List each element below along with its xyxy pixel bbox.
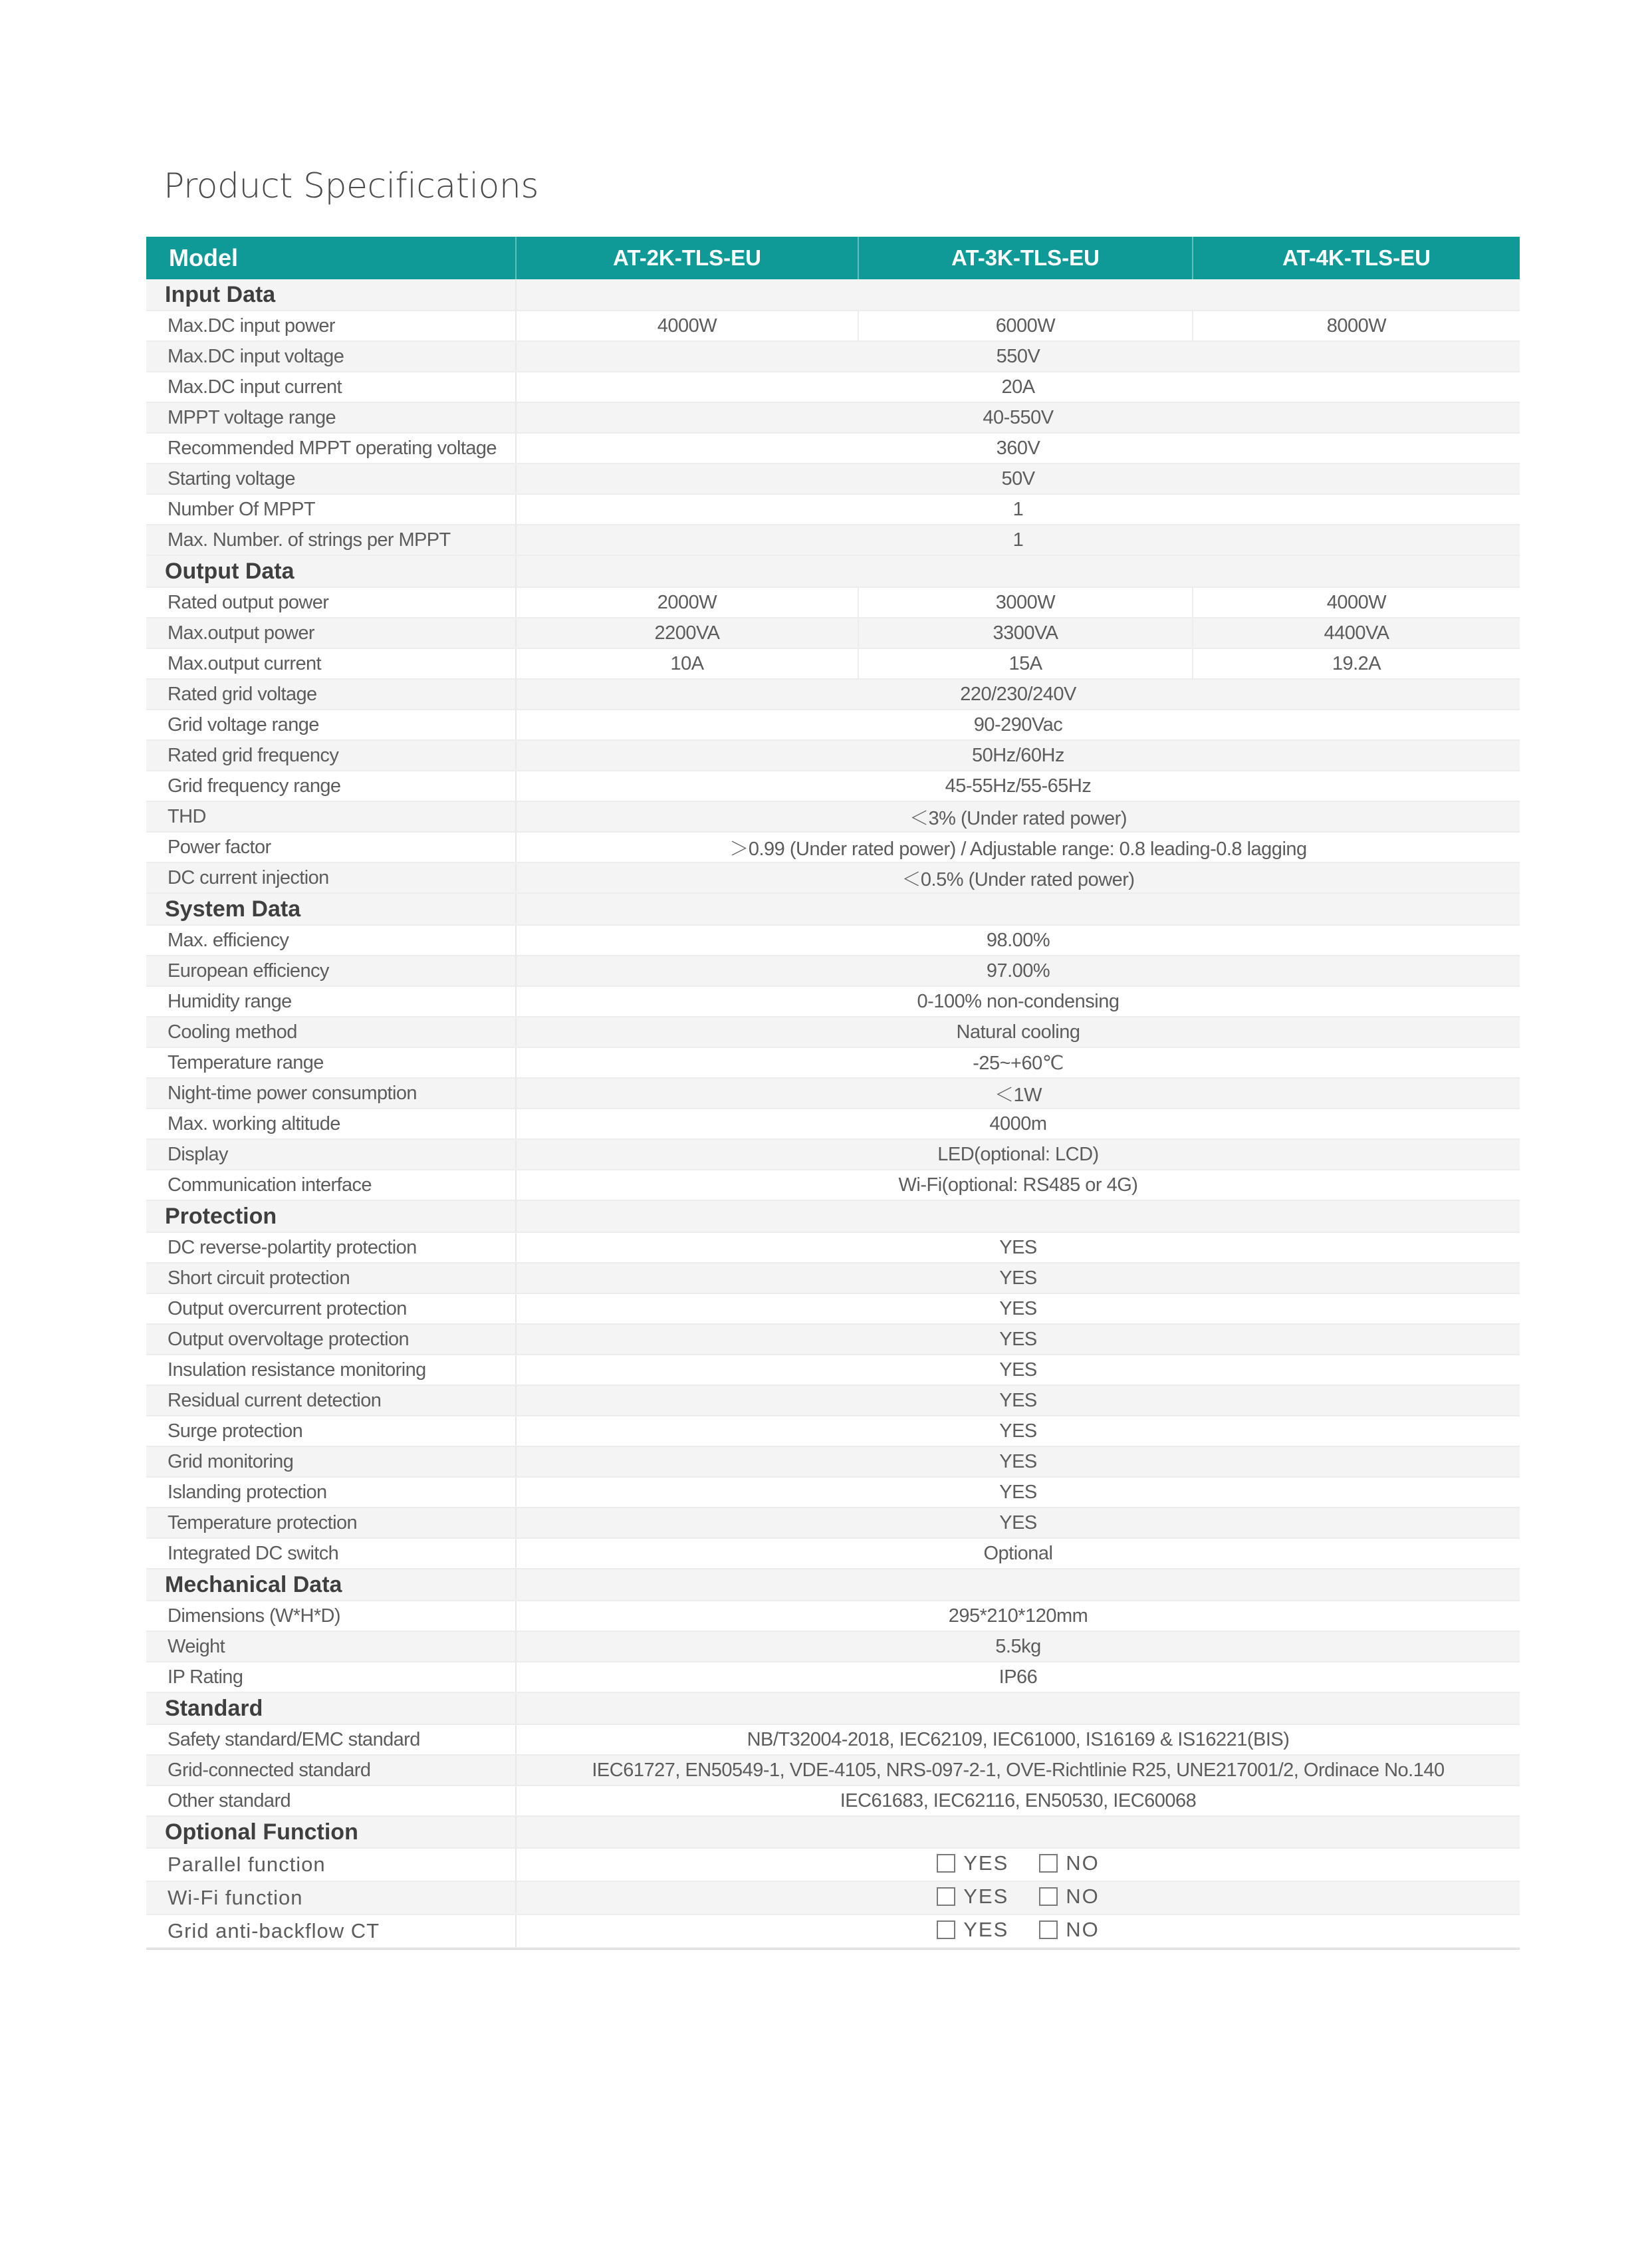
spec-label: Recommended MPPT operating voltage — [146, 433, 516, 463]
spec-value: 4000m — [516, 1109, 1520, 1139]
spec-value: 19.2A — [1193, 648, 1520, 679]
spec-value: YES — [516, 1416, 1520, 1446]
spec-value: 0-100% non-condensing — [516, 986, 1520, 1017]
table-bottom-rule — [146, 1948, 1520, 1950]
spec-value: 4400VA — [1193, 618, 1520, 648]
spec-row — [146, 1631, 1520, 1662]
spec-row — [146, 1355, 1520, 1385]
spec-label: THD — [146, 801, 516, 832]
yes-checkbox[interactable] — [937, 1854, 955, 1873]
spec-label: MPPT voltage range — [146, 402, 516, 433]
spec-label: Rated grid voltage — [146, 679, 516, 710]
spec-row — [146, 1477, 1520, 1508]
spec-value: YES — [516, 1355, 1520, 1385]
spec-row — [146, 463, 1520, 494]
option-choices — [516, 1881, 1520, 1915]
spec-row — [146, 1139, 1520, 1170]
option-choices — [516, 1848, 1520, 1881]
spec-value: Wi-Fi(optional: RS485 or 4G) — [516, 1170, 1520, 1200]
section-title: Protection — [146, 1200, 516, 1232]
spec-row — [146, 433, 1520, 463]
no-label: NO — [1066, 1851, 1100, 1875]
section-title: Mechanical Data — [146, 1569, 516, 1601]
spec-label: Weight — [146, 1631, 516, 1662]
spec-row — [146, 1324, 1520, 1355]
spec-row — [146, 679, 1520, 710]
spec-row — [146, 1263, 1520, 1293]
section-spacer — [516, 1692, 1520, 1724]
spec-value: 2200VA — [516, 618, 858, 648]
spec-label: Max.output current — [146, 648, 516, 679]
spec-row — [146, 1047, 1520, 1078]
spec-label: Rated grid frequency — [146, 740, 516, 771]
spec-label: Grid frequency range — [146, 771, 516, 801]
section-title: Standard — [146, 1692, 516, 1724]
spec-value: 97.00% — [516, 956, 1520, 986]
yes-checkbox[interactable] — [937, 1887, 955, 1906]
spec-value: 3300VA — [858, 618, 1193, 648]
spec-row — [146, 1785, 1520, 1816]
no-checkbox[interactable] — [1039, 1854, 1058, 1873]
spec-value: YES — [516, 1263, 1520, 1293]
spec-row — [146, 801, 1520, 832]
spec-value: 4000W — [1193, 587, 1520, 618]
spec-value: YES — [516, 1293, 1520, 1324]
spec-row — [146, 1508, 1520, 1538]
section-header-system-data — [146, 893, 1520, 925]
spec-row — [146, 1109, 1520, 1139]
no-label: NO — [1066, 1885, 1100, 1908]
spec-label: Output overvoltage protection — [146, 1324, 516, 1355]
spec-row — [146, 525, 1520, 555]
section-header-protection — [146, 1200, 1520, 1232]
spec-row — [146, 1416, 1520, 1446]
spec-row — [146, 618, 1520, 648]
spec-value: 2000W — [516, 587, 858, 618]
spec-label: Night-time power consumption — [146, 1078, 516, 1109]
no-checkbox[interactable] — [1039, 1920, 1058, 1939]
spec-row — [146, 372, 1520, 402]
spec-value: ＜1W — [516, 1078, 1520, 1109]
spec-label: Rated output power — [146, 587, 516, 618]
section-header-mechanical-data — [146, 1569, 1520, 1601]
spec-label: Humidity range — [146, 986, 516, 1017]
spec-value: ＜3% (Under rated power) — [516, 801, 1520, 832]
section-header-standard — [146, 1692, 1520, 1724]
spec-value: Optional — [516, 1538, 1520, 1569]
spec-label: DC current injection — [146, 862, 516, 893]
spec-value: YES — [516, 1477, 1520, 1508]
spec-row — [146, 341, 1520, 372]
spec-label: European efficiency — [146, 956, 516, 986]
spec-label: Integrated DC switch — [146, 1538, 516, 1569]
spec-label: IP Rating — [146, 1662, 516, 1692]
section-spacer — [516, 555, 1520, 587]
no-checkbox[interactable] — [1039, 1887, 1058, 1906]
spec-label: Max. working altitude — [146, 1109, 516, 1139]
spec-value: ＜0.5% (Under rated power) — [516, 862, 1520, 893]
option-label: Wi-Fi function — [146, 1881, 516, 1915]
spec-row — [146, 771, 1520, 801]
spec-label: Output overcurrent protection — [146, 1293, 516, 1324]
spec-value: 5.5kg — [516, 1631, 1520, 1662]
page-title: Product Specifications — [164, 166, 538, 206]
spec-label: Other standard — [146, 1785, 516, 1816]
spec-value: 4000W — [516, 311, 858, 341]
spec-row — [146, 1662, 1520, 1692]
spec-label: Short circuit protection — [146, 1263, 516, 1293]
option-choices — [516, 1915, 1520, 1948]
spec-label: Max. Number. of strings per MPPT — [146, 525, 516, 555]
spec-value: 1 — [516, 525, 1520, 555]
spec-value: 6000W — [858, 311, 1193, 341]
spec-row — [146, 925, 1520, 956]
spec-label: Max.DC input power — [146, 311, 516, 341]
yes-checkbox[interactable] — [937, 1920, 955, 1939]
spec-label: Display — [146, 1139, 516, 1170]
yes-label: YES — [963, 1885, 1009, 1908]
spec-label: Power factor — [146, 832, 516, 862]
spec-row — [146, 1293, 1520, 1324]
spec-row — [146, 832, 1520, 862]
yes-no-choice — [937, 1885, 1100, 1909]
spec-row — [146, 1601, 1520, 1631]
yes-label: YES — [963, 1918, 1009, 1941]
spec-label: Max.DC input voltage — [146, 341, 516, 372]
spec-row — [146, 311, 1520, 341]
spec-row — [146, 1232, 1520, 1263]
spec-value: 3000W — [858, 587, 1193, 618]
header-row — [146, 237, 1520, 279]
spec-row — [146, 740, 1520, 771]
section-spacer — [516, 1569, 1520, 1601]
spec-row — [146, 1170, 1520, 1200]
spec-value: Natural cooling — [516, 1017, 1520, 1047]
spec-value: ＞0.99 (Under rated power) / Adjustable range: 0.8 leading-0.8 lagging — [516, 832, 1520, 862]
option-label: Parallel function — [146, 1848, 516, 1881]
spec-row — [146, 1078, 1520, 1109]
spec-value: 45-55Hz/55-65Hz — [516, 771, 1520, 801]
section-spacer — [516, 893, 1520, 925]
spec-label: Max.DC input current — [146, 372, 516, 402]
spec-value: IEC61683, IEC62116, EN50530, IEC60068 — [516, 1785, 1520, 1816]
spec-value: YES — [516, 1232, 1520, 1263]
spec-value: NB/T32004-2018, IEC62109, IEC61000, IS16169 & IS16221(BIS) — [516, 1724, 1520, 1755]
spec-label: Max. efficiency — [146, 925, 516, 956]
yes-no-choice — [937, 1918, 1100, 1942]
spec-label: Surge protection — [146, 1416, 516, 1446]
spec-row — [146, 1017, 1520, 1047]
model-column-header: AT-4K-TLS-EU — [1193, 237, 1520, 279]
spec-label: Cooling method — [146, 1017, 516, 1047]
model-column-header: AT-2K-TLS-EU — [516, 237, 858, 279]
spec-value: 550V — [516, 341, 1520, 372]
spec-value: YES — [516, 1385, 1520, 1416]
spec-value: -25~+60℃ — [516, 1047, 1520, 1078]
spec-label: Temperature protection — [146, 1508, 516, 1538]
spec-row — [146, 402, 1520, 433]
spec-row — [146, 587, 1520, 618]
optional-row — [146, 1848, 1520, 1881]
spec-value: LED(optional: LCD) — [516, 1139, 1520, 1170]
optional-row — [146, 1915, 1520, 1948]
spec-value: 90-290Vac — [516, 710, 1520, 740]
yes-label: YES — [963, 1851, 1009, 1875]
spec-label: Grid-connected standard — [146, 1755, 516, 1785]
section-header-input-data — [146, 279, 1520, 311]
spec-row — [146, 862, 1520, 893]
spec-value: YES — [516, 1324, 1520, 1355]
option-label: Grid anti-backflow CT — [146, 1915, 516, 1948]
spec-label: Temperature range — [146, 1047, 516, 1078]
spec-row — [146, 986, 1520, 1017]
spec-value: 8000W — [1193, 311, 1520, 341]
spec-row — [146, 1446, 1520, 1477]
spec-label: Max.output power — [146, 618, 516, 648]
spec-row — [146, 1538, 1520, 1569]
spec-row — [146, 1385, 1520, 1416]
section-header-output-data — [146, 555, 1520, 587]
section-spacer — [516, 1816, 1520, 1848]
section-spacer — [516, 279, 1520, 311]
spec-table — [146, 237, 1520, 1948]
spec-row — [146, 1755, 1520, 1785]
spec-label: Residual current detection — [146, 1385, 516, 1416]
spec-row — [146, 1724, 1520, 1755]
spec-value: 220/230/240V — [516, 679, 1520, 710]
spec-label: DC reverse-polartity protection — [146, 1232, 516, 1263]
model-column-header: AT-3K-TLS-EU — [858, 237, 1193, 279]
spec-value: 15A — [858, 648, 1193, 679]
section-title: System Data — [146, 893, 516, 925]
spec-row — [146, 956, 1520, 986]
spec-value: 295*210*120mm — [516, 1601, 1520, 1631]
spec-value: IEC61727, EN50549-1, VDE-4105, NRS-097-2-1, OVE-Richtlinie R25, UNE217001/2, Ordinace No.140 — [516, 1755, 1520, 1785]
spec-label: Starting voltage — [146, 463, 516, 494]
spec-value: 10A — [516, 648, 858, 679]
section-spacer — [516, 1200, 1520, 1232]
spec-value: 98.00% — [516, 925, 1520, 956]
yes-no-choice — [937, 1851, 1100, 1875]
spec-label: Grid voltage range — [146, 710, 516, 740]
section-title: Optional Function — [146, 1816, 516, 1848]
spec-row — [146, 710, 1520, 740]
spec-label: Insulation resistance monitoring — [146, 1355, 516, 1385]
spec-label: Number Of MPPT — [146, 494, 516, 525]
spec-value: YES — [516, 1446, 1520, 1477]
spec-label: Grid monitoring — [146, 1446, 516, 1477]
spec-value: 50Hz/60Hz — [516, 740, 1520, 771]
spec-value: 50V — [516, 463, 1520, 494]
spec-value: 40-550V — [516, 402, 1520, 433]
spec-value: 360V — [516, 433, 1520, 463]
spec-row — [146, 494, 1520, 525]
spec-row — [146, 648, 1520, 679]
spec-value: 1 — [516, 494, 1520, 525]
no-label: NO — [1066, 1918, 1100, 1941]
section-header-optional-function — [146, 1816, 1520, 1848]
spec-label: Safety standard/EMC standard — [146, 1724, 516, 1755]
spec-label: Islanding protection — [146, 1477, 516, 1508]
spec-label: Dimensions (W*H*D) — [146, 1601, 516, 1631]
spec-label: Communication interface — [146, 1170, 516, 1200]
section-title: Output Data — [146, 555, 516, 587]
spec-value: IP66 — [516, 1662, 1520, 1692]
section-title: Input Data — [146, 279, 516, 311]
spec-value: YES — [516, 1508, 1520, 1538]
optional-row — [146, 1881, 1520, 1915]
spec-value: 20A — [516, 372, 1520, 402]
model-header: Model — [146, 237, 516, 279]
